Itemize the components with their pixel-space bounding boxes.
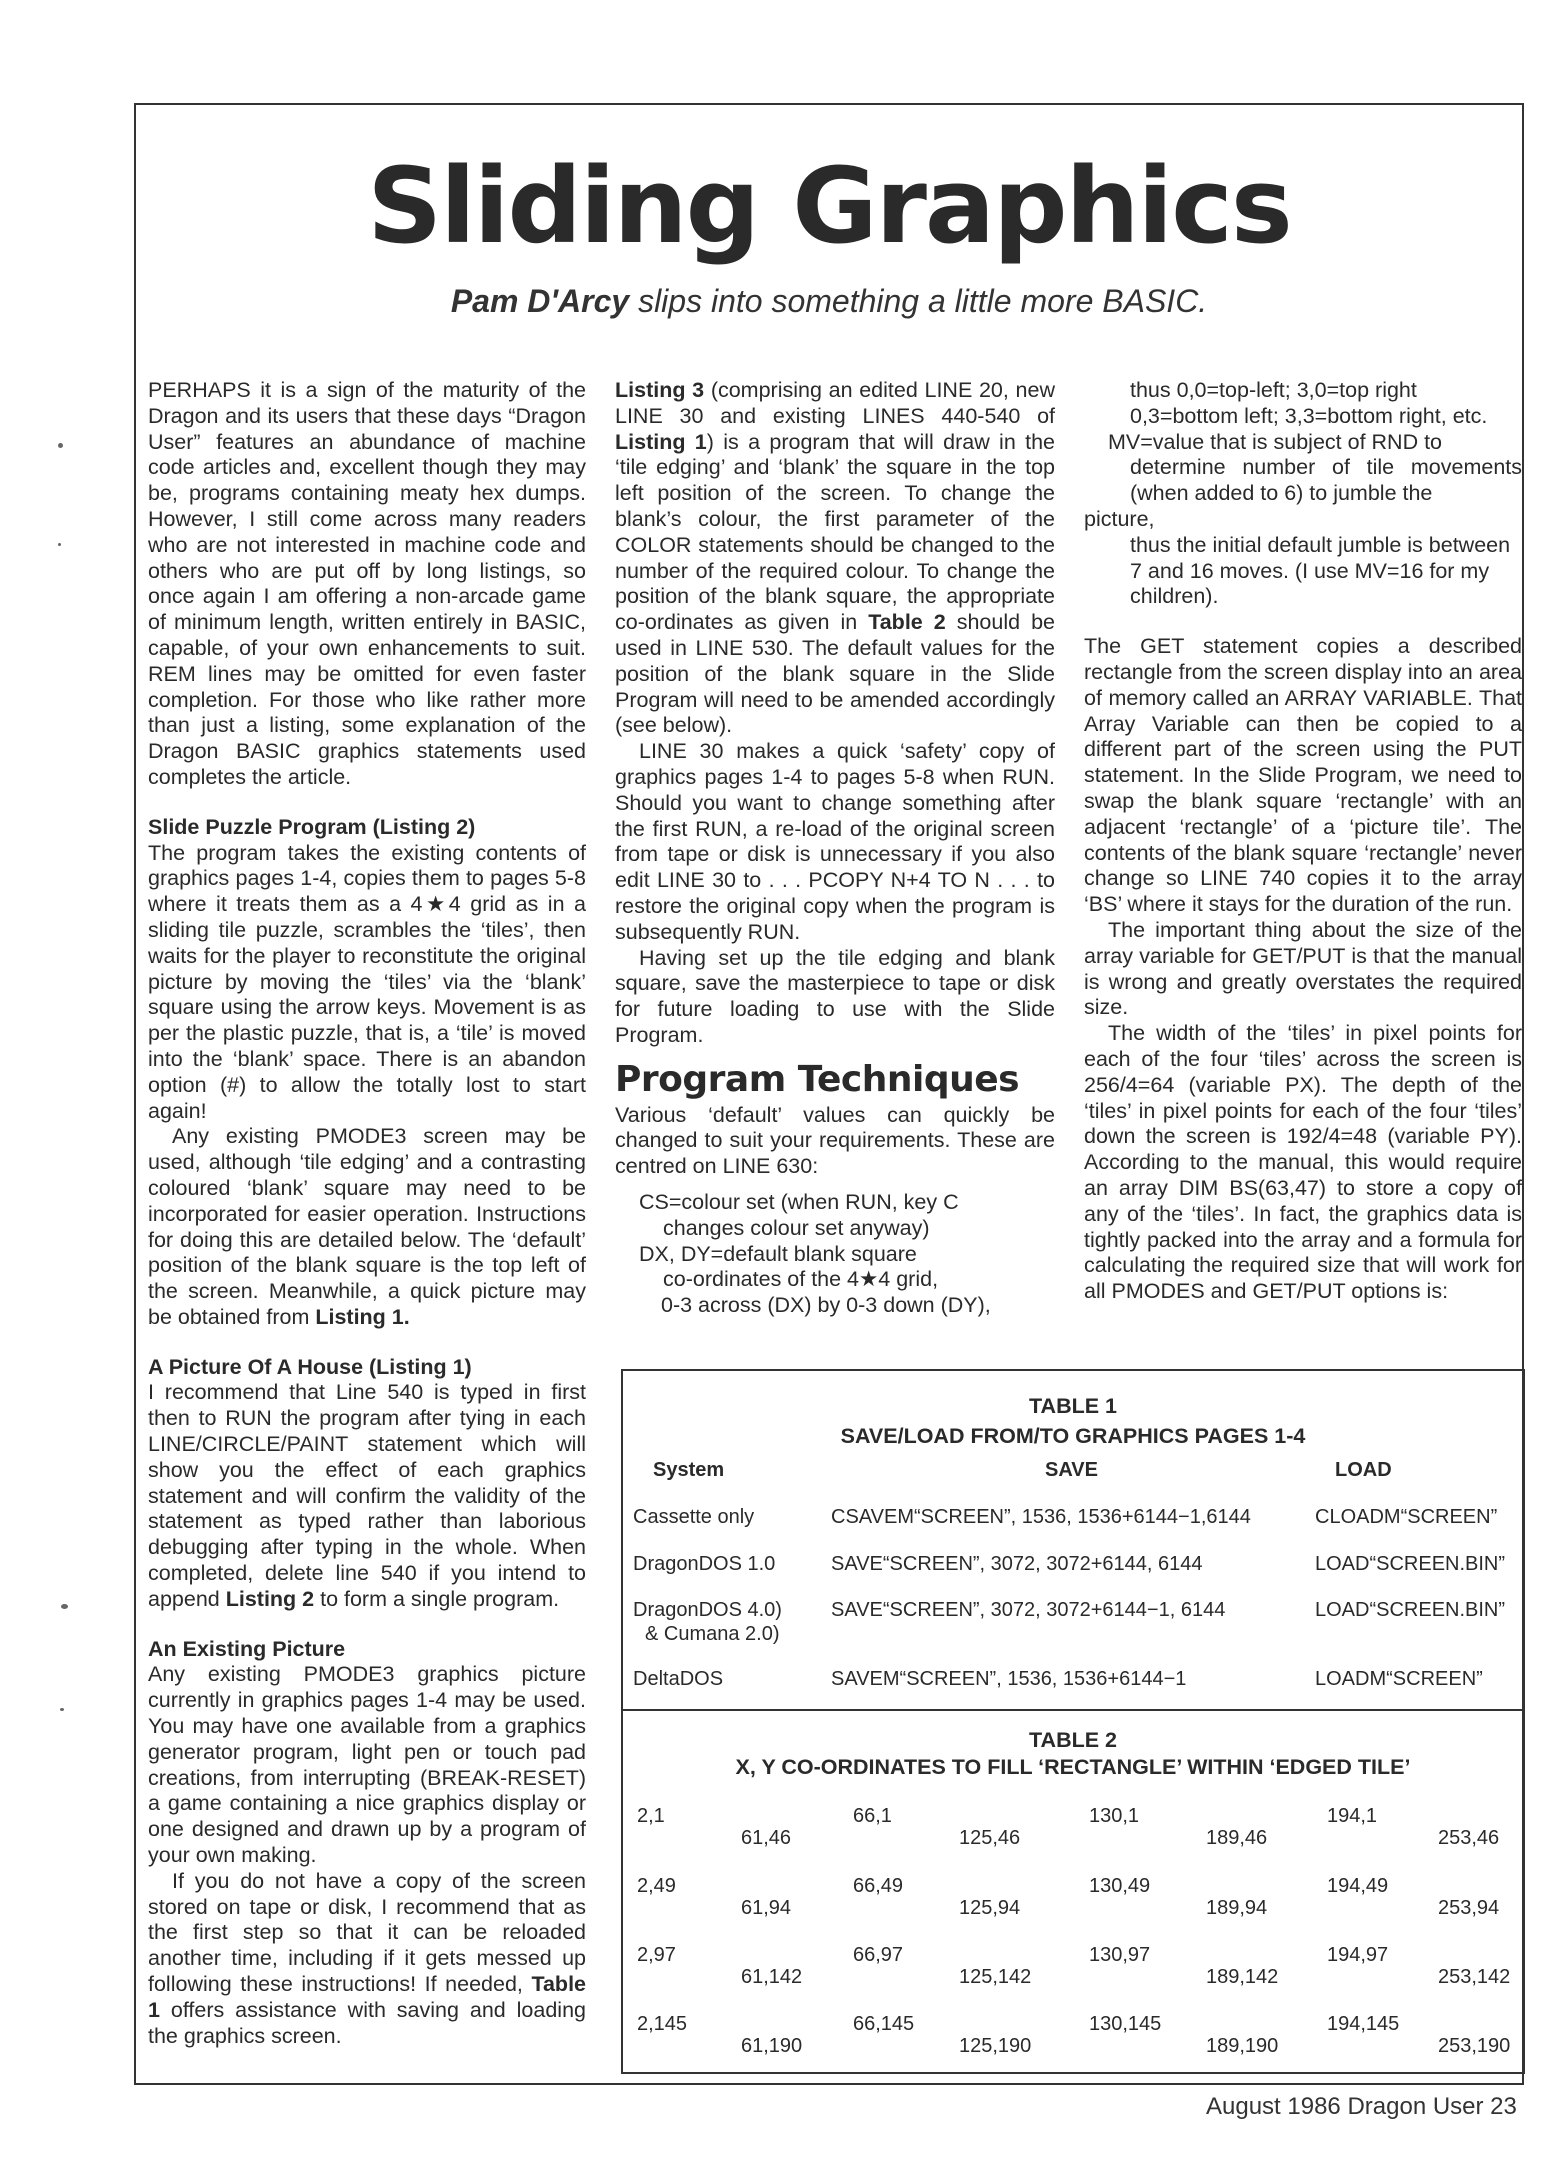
- paragraph: The important thing about the size of the array variable for GET/PUT is that the manual is wrong and greatly overstates the required size.: [1084, 917, 1522, 1020]
- list-line: thus the initial default jumble is between 7 and 16 moves. (I use MV=16 for my children).: [1130, 532, 1511, 609]
- list-line: DX, DY=default blank square: [639, 1241, 917, 1266]
- table-cell: CSAVEM“SCREEN”, 1536, 1536+6144−1,6144: [831, 1506, 1251, 1528]
- section-heading: An Existing Picture: [148, 1636, 346, 1661]
- column-1: [148, 378, 586, 2049]
- list-line: changes colour set anyway): [663, 1215, 930, 1240]
- paragraph-text: offers assistance with saving and loading the graphics screen.: [148, 1997, 586, 2048]
- page-footer: August 1986 Dragon User 23: [1206, 2093, 1517, 2120]
- table-1-title: TABLE 1: [1029, 1394, 1117, 1418]
- section-heading: A Picture Of A House (Listing 1): [148, 1354, 472, 1379]
- coordinate-cell: 2,97: [637, 1944, 676, 1966]
- coordinate-cell: 61,46: [741, 1827, 792, 1849]
- table-cell: & Cumana 2.0): [645, 1623, 780, 1645]
- coordinate-cell: 130,49: [1089, 1875, 1151, 1897]
- table-cell: CLOADM“SCREEN”: [1315, 1506, 1498, 1528]
- list-line: co-ordinates of the 4★4 grid,: [663, 1267, 939, 1292]
- coordinate-cell: 130,97: [1089, 1944, 1151, 1966]
- coordinate-cell: 194,145: [1327, 2013, 1400, 2035]
- table-2-title: TABLE 2: [1029, 1728, 1117, 1752]
- paragraph-text: to form a single program.: [314, 1586, 560, 1611]
- list-line: picture,: [1084, 506, 1155, 531]
- table-ref: Table 2: [868, 610, 946, 635]
- table-2-caption: [623, 1725, 1523, 1779]
- coordinate-cell: 194,97: [1327, 1944, 1389, 1966]
- list-line: determine number of tile movements (when added to 6) to jumble the: [1130, 455, 1522, 506]
- subtitle-text: slips into something a little more BASIC.: [629, 283, 1208, 319]
- coordinate-cell: 130,145: [1089, 2013, 1162, 2035]
- column-header: LOAD: [1335, 1459, 1392, 1481]
- tables-box: [621, 1369, 1525, 2074]
- paragraph-text: If you do not have a copy of the screen stored on tape or disk, I recommend that as the first step so that it can be reloaded another time, including if it gets messed up following these instructions! If needed,: [148, 1868, 586, 1997]
- coordinate-cell: 61,94: [741, 1897, 792, 1919]
- table-1-subtitle: SAVE/LOAD FROM/TO GRAPHICS PAGES 1-4: [840, 1424, 1306, 1448]
- paragraph-text: should be used in LINE 530. The default values for the position of the blank square in the Slide Program will need to be amended accordingly (see below).: [615, 610, 1056, 738]
- coordinate-cell: 125,142: [959, 1966, 1032, 1988]
- table-1-caption: [623, 1391, 1523, 1451]
- coordinate-cell: 130,1: [1089, 1805, 1140, 1827]
- table-cell: DeltaDOS: [633, 1668, 724, 1690]
- coordinate-cell: 66,97: [853, 1944, 904, 1966]
- paragraph: Various ‘default’ values can quickly be changed to suit your requirements. These are centred on LINE 630:: [615, 1102, 1055, 1179]
- coordinate-cell: 125,46: [959, 1827, 1021, 1849]
- table-cell: SAVE“SCREEN”, 3072, 3072+6144−1, 6144: [831, 1599, 1226, 1621]
- column-3: [1084, 378, 1522, 1305]
- article-title: Sliding Graphics: [367, 145, 1291, 267]
- margin-mark: [58, 443, 63, 448]
- coordinate-cell: 2,1: [637, 1805, 665, 1827]
- listing-ref: Listing 1: [615, 429, 707, 454]
- coordinate-cell: 2,145: [637, 2013, 688, 2035]
- table-cell: LOAD“SCREEN.BIN”: [1315, 1553, 1506, 1575]
- table-cell: Cassette only: [633, 1506, 755, 1528]
- list-line: 0,3=bottom left; 3,3=bottom right, etc.: [1130, 403, 1488, 428]
- section-heading-large: Program Techniques: [615, 1058, 1020, 1100]
- coordinate-cell: 253,190: [1438, 2035, 1511, 2057]
- list-line: CS=colour set (when RUN, key C: [639, 1189, 959, 1214]
- coordinate-cell: 253,142: [1438, 1966, 1511, 1988]
- paragraph: The width of the ‘tiles’ in pixel points for each of the four ‘tiles’ across the screen is 256/4=64 (variable PX). The depth of the ‘tiles’ in pixel points for each of the four ‘tiles’ down the screen is 192/4=48 (variable PY). According to the manual, this would require an array DIM BS(63,47) to store a copy of any of the ‘tiles’. In fact, the graphics data is tightly packed into the array and a formula for calculating the required size that will work for all PMODES and GET/PUT options is:: [1084, 1021, 1522, 1304]
- paragraph-text: (comprising an edited LINE 20, new LINE 30 and existing LINES 440-540 of: [615, 378, 1055, 428]
- list-line: 0-3 across (DX) by 0-3 down (DY),: [661, 1293, 991, 1318]
- table-cell: SAVEM“SCREEN”, 1536, 1536+6144−1: [831, 1668, 1187, 1690]
- listing-ref: Listing 3: [615, 378, 705, 402]
- defaults-list: [615, 1190, 1055, 1319]
- paragraph: [148, 1124, 586, 1330]
- section-heading: Slide Puzzle Program (Listing 2): [148, 814, 476, 839]
- table-2-subtitle: X, Y CO-ORDINATES TO FILL ‘RECTANGLE’ WITHIN ‘EDGED TILE’: [735, 1755, 1411, 1779]
- list-line: MV=value that is subject of RND to: [1108, 429, 1442, 454]
- margin-mark: [61, 1604, 68, 1609]
- listing-ref: Listing 2: [225, 1586, 315, 1611]
- table-cell: DragonDOS 1.0: [633, 1553, 776, 1575]
- table-ref: Table 1: [148, 1972, 586, 2022]
- list-line: thus 0,0=top-left; 3,0=top right: [1130, 378, 1417, 402]
- paragraph: The program takes the existing contents of graphics pages 1-4, copies them to pages 5-8 where it treats them as a 4★4 grid as in a sliding tile puzzle, scrambles the ‘tiles’, then waits for the player to reconstitute the original picture by moving the ‘tiles’ via the ‘blank’ square using the arrow keys. Movement is as per the plastic puzzle, that is, a ‘tile’ is moved into the ‘blank’ space. There is an abandon option (#) to allow the totally lost to start again!: [148, 840, 586, 1123]
- coordinate-cell: 125,94: [959, 1897, 1021, 1919]
- coordinate-cell: 66,145: [853, 2013, 915, 2035]
- paragraph: Any existing PMODE3 graphics picture currently in graphics pages 1-4 may be used. You may have one available from a graphics generator program, light pen or touch pad creations, from interrupting (BREAK-RESET) a game containing a nice graphics display or one designed and drawn up by a program of your own making.: [148, 1662, 586, 1868]
- coordinate-cell: 125,190: [959, 2035, 1032, 2057]
- paragraph-text: ) is a program that will draw in the ‘tile edging’ and ‘blank’ the square in the top left position of the screen. To change the blank’s colour, the first parameter of the COLOR statements should be changed to the number of the required colour. To change the position of the blank square, the appropriate co-ordinates as given in: [615, 429, 1055, 635]
- paragraph-text: I recommend that Line 540 is typed in first then to RUN the program after tying in each LINE/CIRCLE/PAINT statement which will show you the effect of each graphics statement and will confirm the validity of the statement as typed rather than laborious debugging after typing in the whole. When completed, delete line 540 if you intend to append: [148, 1380, 586, 1611]
- paragraph: [148, 1380, 586, 1612]
- column-header: System: [653, 1459, 725, 1481]
- author-name: Pam D'Arcy: [450, 283, 630, 319]
- coordinate-cell: 253,46: [1438, 1827, 1500, 1849]
- coordinate-cell: 66,1: [853, 1805, 892, 1827]
- coordinate-cell: 189,94: [1206, 1897, 1268, 1919]
- paragraph: LINE 30 makes a quick ‘safety’ copy of graphics pages 1-4 to pages 5-8 when RUN. Should you want to change something after the first RUN, a re-load of the original screen from tape or disk is unnecessary if you also edit LINE 30 to . . . PCOPY N+4 TO N . . . to restore the original copy when the program is subsequently RUN.: [615, 739, 1055, 944]
- coordinate-cell: 66,49: [853, 1875, 904, 1897]
- coordinate-cell: 189,142: [1206, 1966, 1279, 1988]
- paragraph: The GET statement copies a described rectangle from the screen display into an area of memory called an ARRAY VARIABLE. That Array Variable can then be copied to a different part of the screen using the PUT statement. In the Slide Program, we need to swap the blank square ‘rectangle’ with an adjacent ‘rectangle’ of a ‘picture tile’. The contents of the blank square ‘rectangle’ never change so LINE 740 copies it to the array ‘BS’ where it stays for the duration of the run.: [1084, 634, 1522, 917]
- paragraph-text: Any existing PMODE3 screen may be used, although ‘tile edging’ and a contrasting coloured ‘blank’ square may need to be incorporated for easier operation. Instructions for doing this are detailed below. The ‘default’ position of the blank square is the top left of the screen. Meanwhile, a quick picture may be obtained from: [148, 1124, 586, 1329]
- paragraph: Having set up the tile edging and blank square, save the masterpiece to tape or disk for future loading to use with the Slide Program.: [615, 945, 1055, 1047]
- coordinate-cell: 2,49: [637, 1875, 676, 1897]
- table-cell: DragonDOS 4.0): [633, 1599, 782, 1621]
- coordinate-cell: 194,1: [1327, 1805, 1378, 1827]
- listing-ref: Listing 1.: [315, 1304, 410, 1329]
- paragraph: [148, 1869, 586, 2050]
- coordinate-cell: 189,46: [1206, 1827, 1268, 1849]
- coordinate-cell: 61,142: [741, 1966, 803, 1988]
- margin-mark: [60, 1708, 64, 1711]
- table-cell: LOADM“SCREEN”: [1315, 1668, 1483, 1690]
- coordinate-cell: 253,94: [1438, 1897, 1500, 1919]
- table-cell: LOAD“SCREEN.BIN”: [1315, 1599, 1506, 1621]
- column-2: [615, 378, 1055, 1319]
- paragraph: PERHAPS it is a sign of the maturity of the Dragon and its users that these days “Dragon User” features an abundance of machine code articles and, excellent though they may be, programs containing meaty hex dumps. However, I still come across many readers who are not interested in machine code and others who are put off by long listings, so once again I am offering a non-arcade game of minimum length, written entirely in BASIC, capable, of your own enhancements to suit. REM lines may be omitted for even faster completion. For those who like rather more than just a listing, some explanation of the Dragon BASIC graphics statements used completes the article.: [148, 378, 586, 789]
- article-subtitle: [134, 283, 1524, 320]
- table-1: [623, 1371, 1523, 1711]
- margin-mark: [58, 543, 61, 546]
- table-cell: SAVE“SCREEN”, 3072, 3072+6144, 6144: [831, 1553, 1203, 1575]
- coordinate-cell: 189,190: [1206, 2035, 1279, 2057]
- defaults-list-continued: [1084, 378, 1522, 610]
- coordinate-cell: 194,49: [1327, 1875, 1389, 1897]
- coordinate-cell: 61,190: [741, 2035, 803, 2057]
- table-2: [623, 1711, 1523, 2074]
- paragraph: [615, 378, 1055, 739]
- column-header: SAVE: [1045, 1459, 1098, 1481]
